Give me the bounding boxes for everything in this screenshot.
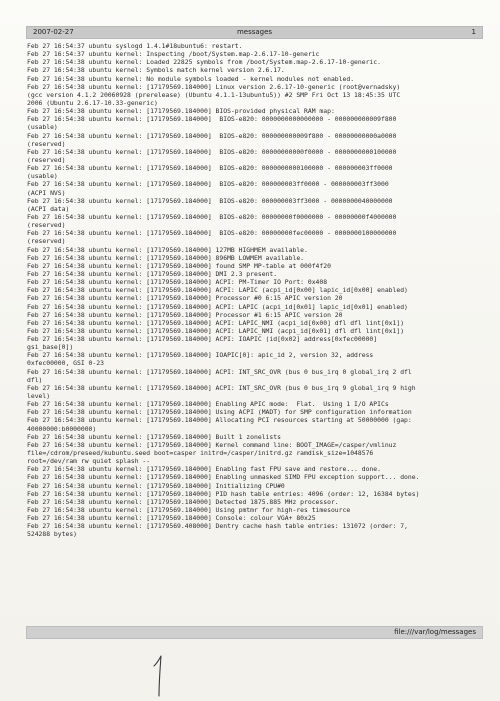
log-line: (reserved) [27,139,66,148]
log-line: Feb 27 16:54:38 ubuntu kernel: [17179569.184000] PID hash table entries: 4096 (order: 12, 16384 bytes) [27,489,420,498]
log-line: level) [27,392,51,401]
log-line: Feb 27 16:54:38 ubuntu kernel: [17179569.184000] Built 1 zonelists [27,432,281,441]
log-line: Feb 27 16:54:38 ubuntu kernel: [17179569.184000] BIOS-e820: 00000000fec00000 - 0000000100000000 [27,229,397,238]
log-line: (reserved) [27,221,66,230]
footer-file-path: file:///var/log/messages [394,628,476,636]
log-line: Feb 27 16:54:38 ubuntu kernel: Loaded 22825 symbols from /boot/System.map-2.6.17-10-generic. [27,58,381,67]
log-line: Feb 27 16:54:38 ubuntu kernel: [17179569.184000] BIOS-e820: 00000000000f0000 - 0000000000100000 [27,147,397,156]
log-line: Feb 27 16:54:38 ubuntu kernel: [17179569.184000] BIOS-e820: 00000000f0000000 - 00000000f4000000 [27,212,397,221]
log-line: 2006 (Ubuntu 2.6.17-10.33-generic) [27,98,158,107]
log-line: Feb 27 16:54:38 ubuntu kernel: [17179569.184000] Enabling APIC mode: Flat. Using 1 I/O APICs [27,400,389,409]
log-line: dfl) [27,375,43,384]
log-line: Feb 27 16:54:38 ubuntu kernel: [17179569.184000] Using ACPI (MADT) for SMP configuration information [27,408,412,417]
log-line: Feb 27 16:54:38 ubuntu kernel: [17179569.184000] ACPI: INT_SRC_OVR (bus 0 bus_irq 0 global_irq 2 dfl [27,367,412,376]
log-line: Feb 27 16:54:38 ubuntu kernel: [17179569.184000] BIOS-e820: 000000003ff3000 - 0000000040000000 [27,196,393,205]
handwritten-pen-mark [150,652,170,698]
log-line: Feb 27 16:54:38 ubuntu kernel: [17179569.184000] Enabling unmasked SIMD FPU exception support... done. [27,473,420,482]
log-line: Feb 27 16:54:38 ubuntu kernel: [17179569.184000] BIOS-e820: 0000000000100000 - 000000003ff0000 [27,164,393,173]
log-line: Feb 27 16:54:38 ubuntu kernel: [17179569.184000] 127MB HIGHMEM available. [27,245,308,254]
log-line: Feb 27 16:54:38 ubuntu kernel: [17179569.184000] found SMP MP-table at 000f4f20 [27,261,331,270]
log-line: Feb 27 16:54:38 ubuntu kernel: [17179569.184000] DMI 2.3 present. [27,269,278,278]
log-line: 524288 bytes) [27,530,78,539]
log-line: Feb 27 16:54:38 ubuntu kernel: [17179569.184000] Initializing CPU#0 [27,481,285,490]
log-line: Feb 27 16:54:38 ubuntu kernel: No module symbols loaded - kernel modules not enabled. [27,74,355,83]
log-line: Feb 27 16:54:38 ubuntu kernel: [17179569.184000] ACPI: LAPIC_NMI (acpi_id[0x00] dfl dfl lint[0x1]) [27,318,405,327]
page-header [26,26,483,39]
log-line: Feb 27 16:54:37 ubuntu kernel: Inspecting /boot/System.map-2.6.17-10-generic [27,50,320,59]
log-line: Feb 27 16:54:38 ubuntu kernel: [17179569.184000] Using pmtmr for high-res timesource [27,506,351,515]
log-line: Feb 27 16:54:38 ubuntu kernel: [17179569.184000] Detected 1875.885 MHz processor. [27,497,339,506]
log-line: (reserved) [27,237,66,246]
log-line: gsi_base[0]) [27,343,74,352]
header-title: messages [236,28,273,36]
log-line: Feb 27 16:54:37 ubuntu syslogd 1.4.1#18ubuntu6: restart. [27,42,243,50]
log-line: Feb 27 16:54:38 ubuntu kernel: [17179569.184000] ACPI: LAPIC (acpi_id[0x01] lapic_id[0x01] enabled) [27,302,408,311]
log-line: Feb 27 16:54:38 ubuntu kernel: [17179569.184000] BIOS-e820: 000000003ff0000 - 000000003ff3000 [27,180,389,189]
log-line: root=/dev/ram rw quiet splash -- [27,457,151,466]
log-line: 40000000:b0000000) [27,424,97,433]
log-line: Feb 27 16:54:38 ubuntu kernel: [17179569.184000] Enabling fast FPU save and restore... done. [27,465,381,474]
log-line: Feb 27 16:54:38 ubuntu kernel: [17179569.184000] ACPI: LAPIC_NMI (acpi_id[0x01] dfl dfl lint[0x1]) [27,326,405,335]
log-line: Feb 27 16:54:38 ubuntu kernel: [17179569.184000] Allocating PCI resources starting at 50000000 (gap: [27,416,412,425]
log-line: Feb 27 16:54:38 ubuntu kernel: [17179569.184000] 896MB LOWMEM available. [27,253,305,262]
log-line: (ACPI NVS) [27,188,66,197]
log-line: Feb 27 16:54:38 ubuntu kernel: [17179569.184000] Kernel command line: BOOT_IMAGE=/casper/vmlinuz [27,440,397,449]
log-line: Feb 27 16:54:38 ubuntu kernel: [17179569.184000] Processor #1 6:15 APIC version 20 [27,310,343,319]
log-line: (ACPI data) [27,204,70,213]
log-line: Feb 27 16:54:38 ubuntu kernel: [17179569.184000] Linux version 2.6.17-10-generic (root@vernadsky) [27,82,401,91]
header-date: 2007-02-27 [33,28,74,36]
log-line: Feb 27 16:54:38 ubuntu kernel: [17179569.184000] ACPI: INT_SRC_OVR (bus 0 bus_irq 9 global_irq 9 high [27,383,416,392]
log-line: Feb 27 16:54:38 ubuntu kernel: [17179569.184000] IOAPIC[0]: apic_id 2, version 32, address [27,351,374,360]
log-line: Feb 27 16:54:38 ubuntu kernel: [17179569.184000] BIOS-e820: 000000000009f800 - 00000000000a0000 [27,131,397,140]
log-line: Feb 27 16:54:38 ubuntu kernel: [17179569.408000] Dentry cache hash table entries: 131072 (order: 7, [27,522,408,531]
log-line: (gcc version 4.1.2 20060928 (prerelease) (Ubuntu 4.1.1-13ubuntu5)) #2 SMP Fri Oct 13 18:45:35 UTC [27,90,401,99]
page-footer [26,626,483,639]
log-line: (reserved) [27,155,66,164]
log-line: Feb 27 16:54:38 ubuntu kernel: [17179569.184000] BIOS-e820: 0000000000000000 - 000000000009f800 [27,115,397,124]
log-line: Feb 27 16:54:38 ubuntu kernel: [17179569.184000] ACPI: LAPIC (acpi_id[0x00] lapic_id[0x00] enabled) [27,286,408,295]
log-line: Feb 27 16:54:38 ubuntu kernel: Symbols match kernel version 2.6.17. [27,66,285,75]
log-line: Feb 27 16:54:38 ubuntu kernel: [17179569.184000] ACPI: IOAPIC (id[0x02] address[0xfec00000] [27,335,378,344]
log-line: Feb 27 16:54:38 ubuntu kernel: [17179569.184000] ACPI: PM-Timer IO Port: 0x408 [27,278,328,287]
log-line: Feb 27 16:54:38 ubuntu kernel: [17179569.184000] BIOS-provided physical RAM map: [27,107,335,116]
log-line: Feb 27 16:54:38 ubuntu kernel: [17179569.184000] Console: colour VGA+ 80x25 [27,514,316,523]
header-page-number: 1 [471,28,476,36]
log-line: 0xfec00000, GSI 0-23 [27,359,104,368]
log-line: (usable) [27,123,58,132]
log-line: file=/cdrom/preseed/kubuntu.seed boot=casper initrd=/casper/initrd.gz ramdisk_size=1048576 [27,449,374,458]
log-line: (usable) [27,172,58,181]
log-text-block [27,42,483,539]
log-line: Feb 27 16:54:38 ubuntu kernel: [17179569.184000] Processor #0 6:15 APIC version 20 [27,294,343,303]
